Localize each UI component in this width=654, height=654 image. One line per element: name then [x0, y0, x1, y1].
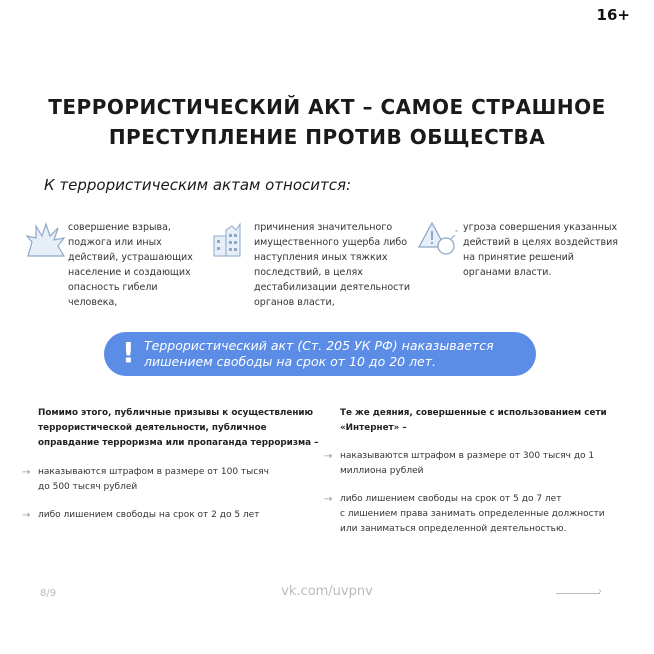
act-item-damage	[254, 220, 410, 310]
public-calls-section	[22, 406, 328, 523]
warning-bomb-icon	[418, 220, 460, 256]
text-line: Те же деяния, совершенные с использованием сети	[340, 408, 607, 418]
act-item-threat	[463, 220, 618, 280]
text-line: последствий, в целях	[254, 267, 363, 278]
arrow-icon: →	[22, 467, 31, 478]
text-line: человека,	[68, 297, 118, 308]
text-line: действий, устрашающих	[68, 252, 193, 263]
list-item	[324, 449, 630, 479]
text-line: либо лишением свободы на срок от 2 до 5 лет	[38, 510, 260, 520]
text-line: оправдание терроризма или пропаганда терроризма –	[38, 438, 319, 448]
title-line: ТЕРРОРИСТИЧЕСКИЙ АКТ – САМОЕ СТРАШНОЕ	[48, 95, 606, 119]
text-line: с лишением права занимать определенные должности	[340, 509, 605, 519]
text-line: или заниматься определенной деятельностью.	[340, 524, 567, 534]
list-item	[22, 508, 328, 523]
text-line: Террористический акт (Ст. 205 УК РФ) наказывается	[144, 338, 494, 353]
explosion-icon	[26, 222, 66, 258]
text-line: либо лишением свободы на срок от 5 до 7 лет	[340, 494, 562, 504]
text-line: до 500 тысяч рублей	[38, 482, 138, 492]
text-line: лишением свободы на срок от 10 до 20 лет.	[144, 354, 437, 369]
svg-text:*: *	[455, 229, 458, 236]
text-line: совершение взрыва,	[68, 222, 171, 233]
subtitle: К террористическим актам относится:	[44, 176, 352, 194]
title-line: ПРЕСТУПЛЕНИЕ ПРОТИВ ОБЩЕСТВА	[108, 125, 546, 149]
text-line: население и создающих	[68, 267, 191, 278]
page-title	[0, 92, 654, 152]
text-line: органов власти,	[254, 297, 335, 308]
arrow-icon: →	[22, 510, 31, 521]
exclamation-icon: !	[122, 336, 135, 369]
text-line: дестабилизации деятельности	[254, 282, 411, 293]
text-line: Помимо этого, публичные призывы к осуществлению	[38, 408, 314, 418]
text-line: наступления иных тяжких	[254, 252, 388, 263]
text-line: миллиона рублей	[340, 466, 424, 476]
site-link[interactable]: vk.com/uvpnv	[281, 584, 373, 599]
act-item-explosion	[68, 220, 193, 310]
text-line: опасность гибели	[68, 282, 158, 293]
text-line: поджога или иных	[68, 237, 162, 248]
arrow-icon: →	[324, 494, 333, 505]
list-item	[324, 492, 630, 537]
text-line: «Интернет» –	[340, 423, 407, 433]
text-line: имущественного ущерба либо	[254, 237, 408, 248]
damaged-building-icon	[212, 222, 248, 258]
text-line: органами власти.	[463, 267, 552, 278]
text-line: террористической деятельности, публичное	[38, 423, 267, 433]
penalty-notice	[104, 332, 536, 376]
text-line: причинения значительного	[254, 222, 393, 233]
internet-section	[324, 406, 630, 537]
next-arrow-icon[interactable]: ›	[556, 593, 600, 594]
arrow-icon: →	[324, 451, 333, 462]
text-line: угроза совершения указанных	[463, 222, 618, 233]
text-line: действий в целях воздействия	[463, 237, 618, 248]
list-item	[22, 465, 328, 495]
age-rating: 16+	[596, 6, 630, 24]
text-line: наказываются штрафом в размере от 100 тысяч	[38, 467, 269, 477]
text-line: на принятие решений	[463, 252, 574, 263]
text-line: наказываются штрафом в размере от 300 тысяч до 1	[340, 451, 595, 461]
page-number: 8/9	[40, 588, 57, 599]
